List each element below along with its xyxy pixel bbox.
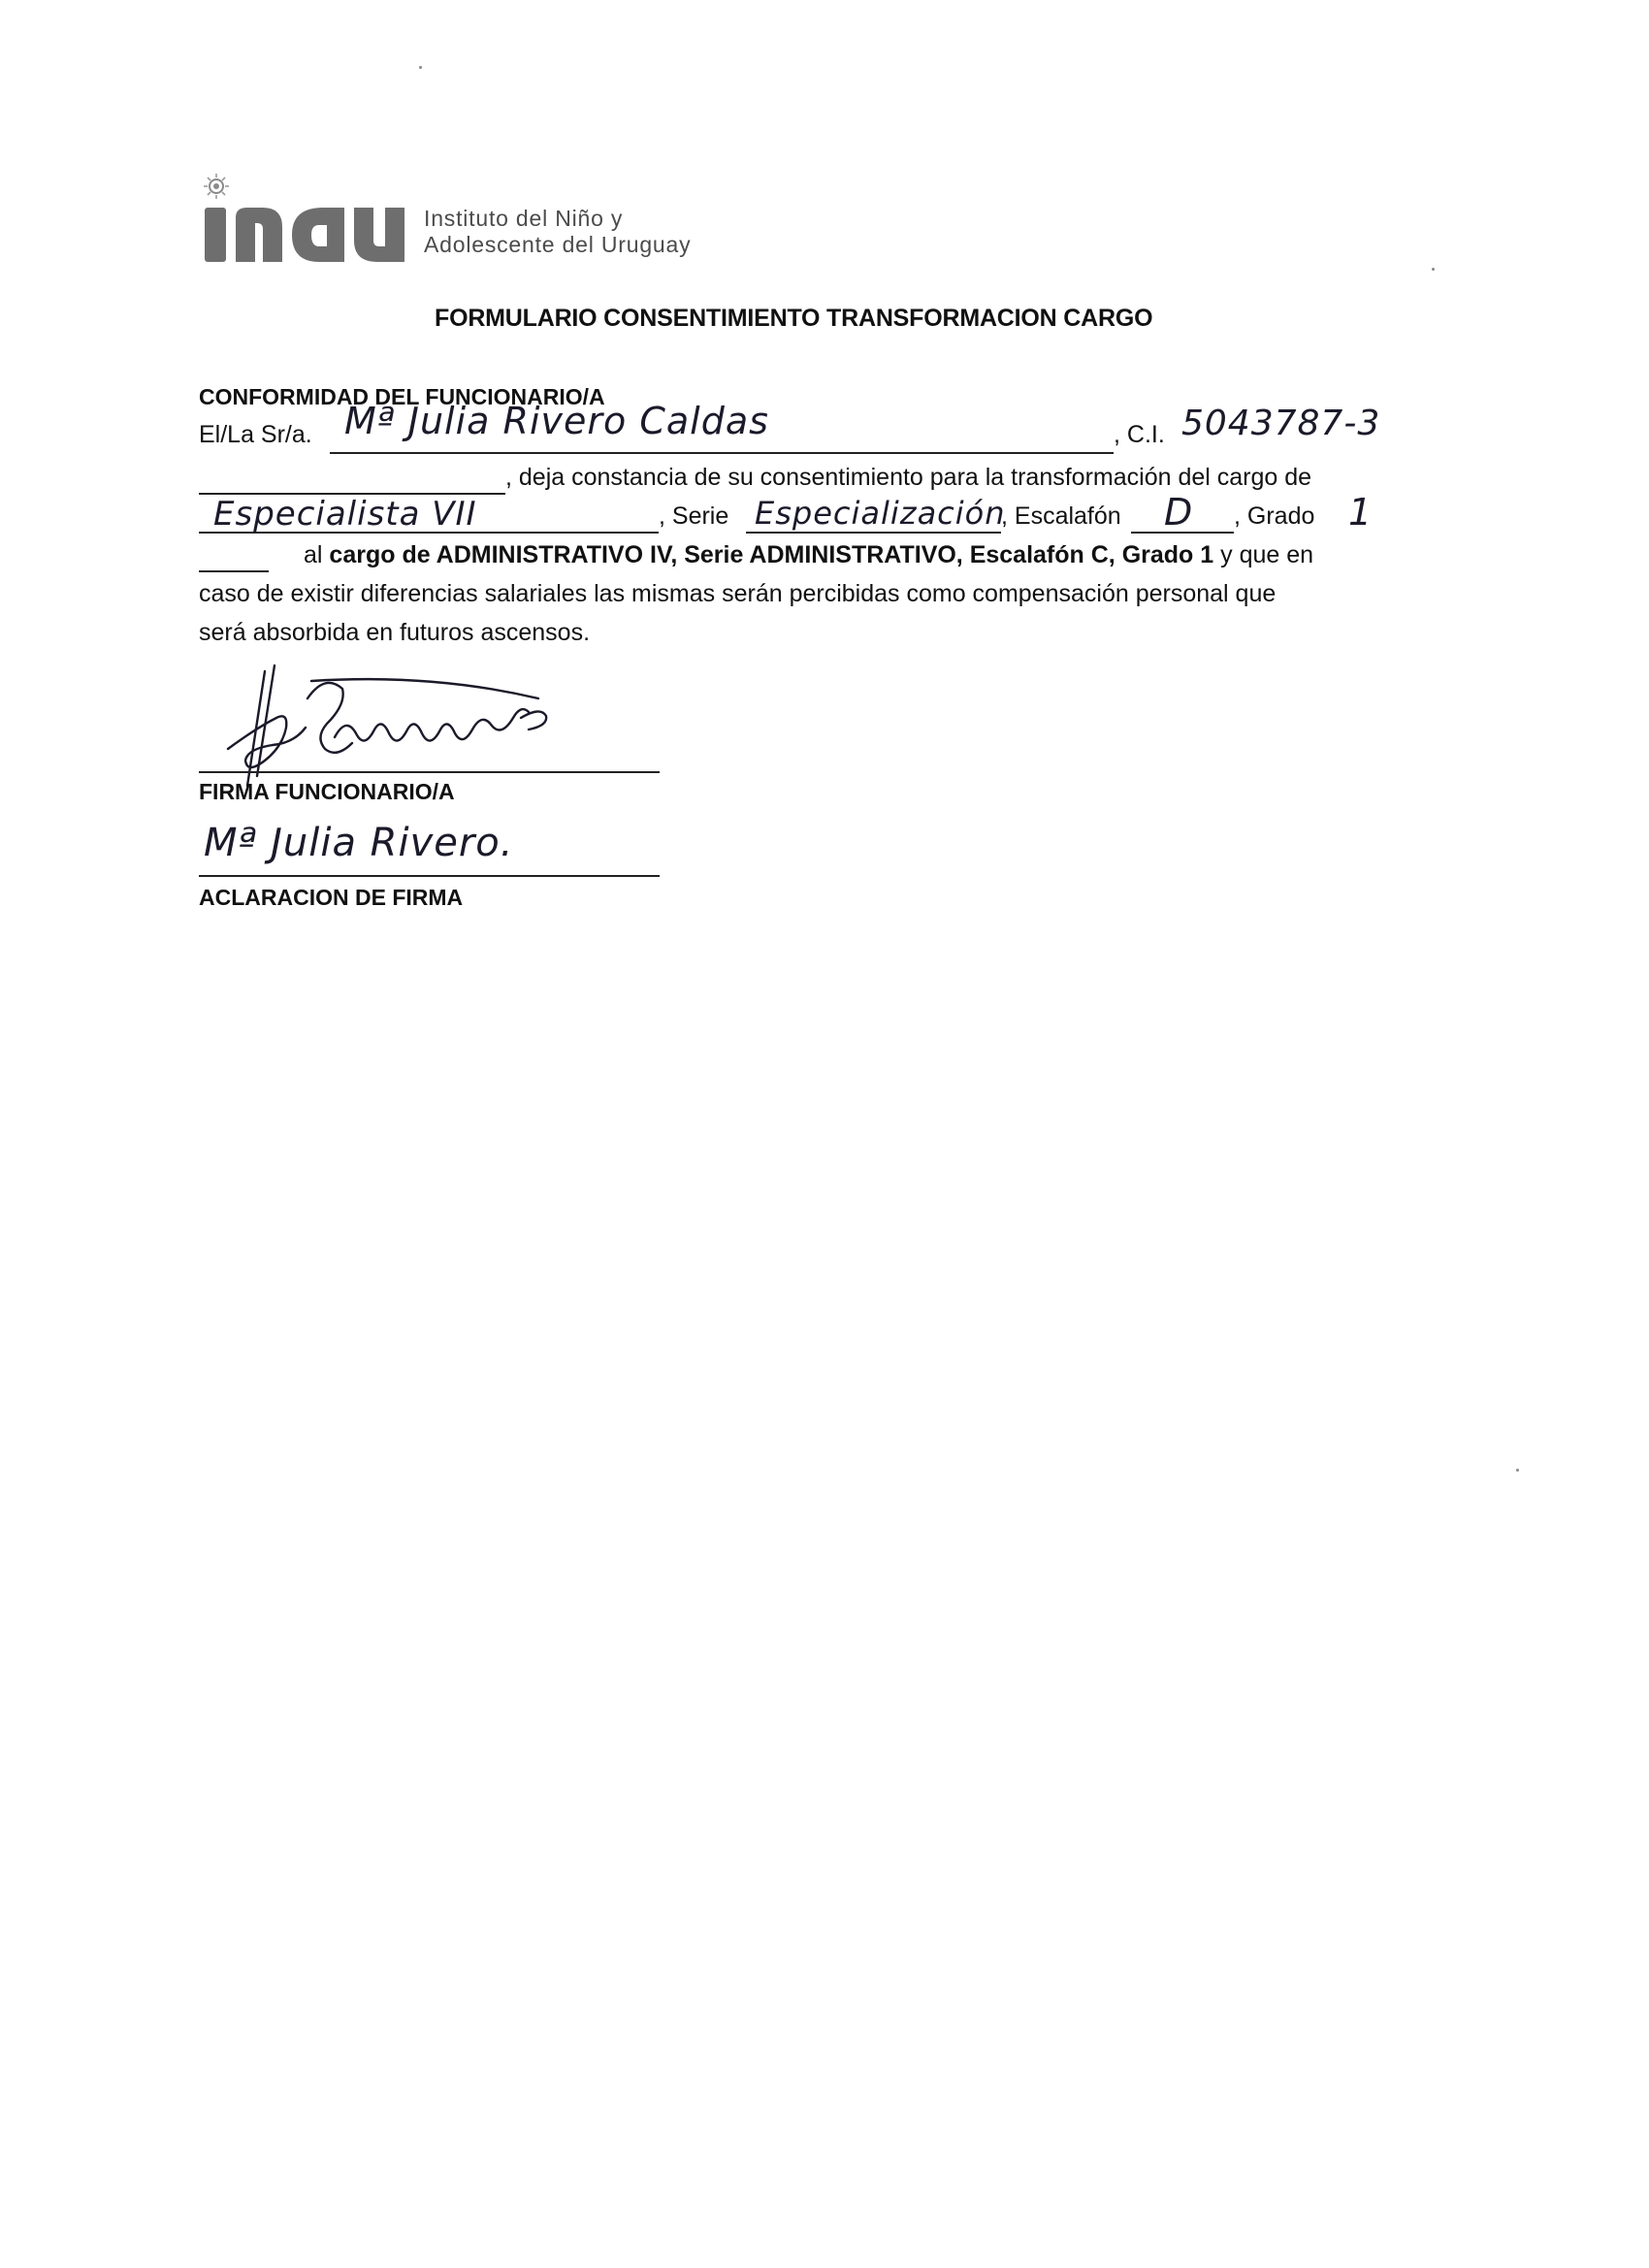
sun-emblem-icon [204, 174, 229, 199]
scan-speck [1516, 1469, 1519, 1472]
inau-logo-icon [199, 173, 417, 266]
name-underline [330, 452, 1114, 454]
handwritten-cargo: Especialista VII [213, 495, 477, 534]
handwritten-signature [218, 660, 567, 795]
text-target-cargo: cargo de ADMINISTRATIVO IV, Serie ADMINISTRATIVO, Escalafón C, Grado 1 [329, 541, 1214, 568]
clarification-underline [199, 875, 660, 877]
handwritten-ci: 5043787-3 [1181, 404, 1381, 443]
label-escalafon: , Escalafón [1001, 502, 1121, 530]
handwritten-serie: Especialización [755, 495, 1006, 532]
handwritten-name: Mª Julia Rivero Caldas [344, 400, 769, 442]
label-clarification: ACLARACION DE FIRMA [199, 885, 464, 910]
section-heading: CONFORMIDAD DEL FUNCIONARIO/A [199, 384, 605, 409]
header-logo [199, 173, 742, 266]
scan-speck [1432, 268, 1435, 271]
serie-underline [746, 532, 1001, 534]
text-y-que-en: y que en [1220, 541, 1314, 568]
scan-speck [419, 66, 422, 69]
signature-underline [199, 771, 660, 773]
text-al: al [304, 541, 323, 568]
label-grado: , Grado [1234, 502, 1315, 530]
org-name-line-2: Adolescente del Uruguay [424, 232, 692, 257]
label-name: El/La Sr/a. [199, 421, 312, 448]
org-name-line-1: Instituto del Niño y [424, 206, 624, 231]
handwritten-clarification: Mª Julia Rivero. [204, 821, 514, 865]
label-signature: FIRMA FUNCIONARIO/A [199, 779, 455, 804]
document-title: FORMULARIO CONSENTIMIENTO TRANSFORMACION CARGO [435, 305, 1153, 332]
grado-continuation-underline [199, 570, 269, 572]
handwritten-grado: 1 [1348, 491, 1374, 534]
org-name [424, 206, 744, 258]
handwritten-escalafon: D [1164, 491, 1194, 534]
label-ci: , C.I. [1114, 421, 1165, 448]
text-line-3: será absorbida en futuros ascensos. [199, 619, 591, 646]
text-target-line [304, 541, 1313, 569]
text-line-2: caso de existir diferencias salariales las mismas serán percibidas como compensación personal que [199, 580, 1277, 607]
text-consent: , deja constancia de su consentimiento para la transformación del cargo de [505, 464, 1312, 491]
label-serie: , Serie [659, 502, 729, 530]
